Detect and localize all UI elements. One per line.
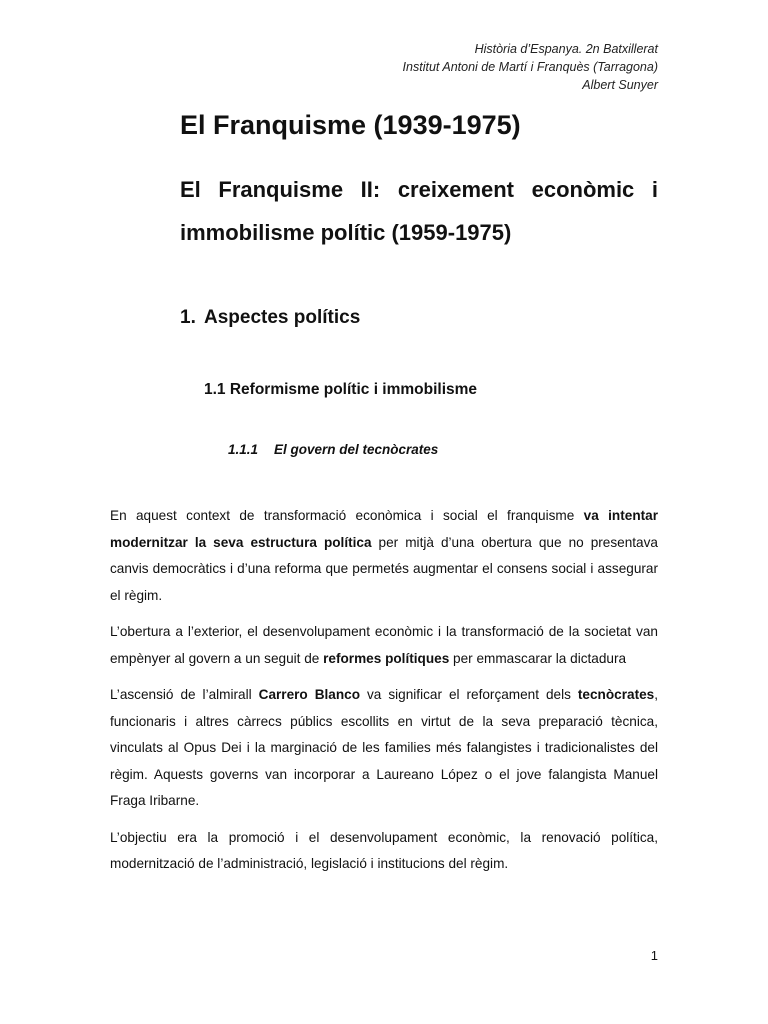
- body-text: [110, 503, 658, 888]
- section-number: 1.: [180, 307, 196, 328]
- document-subtitle: El Franquisme II: creixement econòmic i immobilisme polític (1959-1975): [180, 177, 658, 245]
- section-heading-1-1-1: [228, 442, 438, 457]
- header-course: Història d’Espanya. 2n Batxillerat: [474, 42, 658, 56]
- page-number: 1: [650, 948, 658, 963]
- subsection-label: El govern del tecnòcrates: [274, 442, 439, 457]
- section-heading-1-1: 1.1 Reformisme polític i immobilisme: [204, 381, 478, 398]
- paragraph: L’ascensió de l’almirall Carrero Blanco va significar el reforçament dels tecnòcrates, funcionaris i altres càrrecs públics escollits en virtut de la seva preparació tècnica, vinculats al Opus Dei i la marginació de les families més falangistes i tradicionalistes del règim. Aquests governs van incorporar a Laureano López o el jove falangista Manuel Fraga Iribarne.: [110, 687, 658, 808]
- document-title: El Franquisme (1939-1975): [180, 110, 521, 140]
- page-header: [403, 40, 658, 94]
- bold-text: tecnòcrates: [577, 687, 655, 702]
- paragraph: En aquest context de transformació econòmica i social el franquisme va intentar modernitzar la seva estructura política per mitjà d’una obertura que no presentava canvis democràtics i d’una reforma que permetés augmentar el consens social i assegurar el règim.: [110, 508, 658, 603]
- paragraph: L’objectiu era la promoció i el desenvolupament econòmic, la renovació política, modernització de l’administració, legislació i institucions del règim.: [110, 829, 658, 871]
- paragraph: L’obertura a l’exterior, el desenvolupament econòmic i la transformació de la societat van empènyer al govern a un seguit de reformes polítiques per emmascarar la dictadura: [110, 624, 658, 666]
- section-label: Aspectes polítics: [204, 307, 361, 328]
- bold-text: reformes polítiques: [323, 650, 450, 666]
- subsection-number: 1.1.1: [228, 442, 259, 457]
- section-heading-1: [180, 307, 360, 329]
- bold-text: va intentar modernitzar la seva estructura política: [110, 508, 658, 550]
- header-institution: Institut Antoni de Martí i Franquès (Tarragona): [402, 60, 658, 74]
- bold-text: Carrero Blanco: [258, 687, 361, 702]
- header-author: Albert Sunyer: [582, 78, 658, 92]
